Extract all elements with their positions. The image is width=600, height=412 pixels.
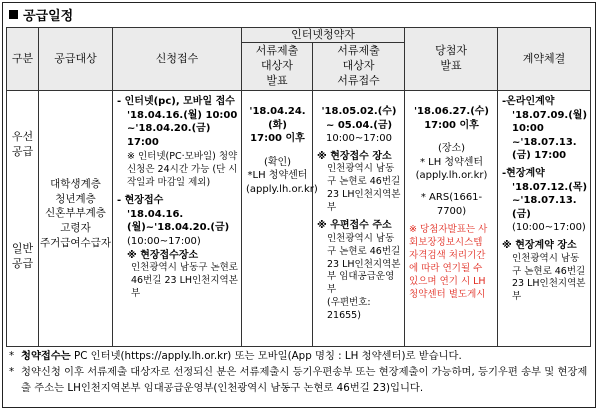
section-heading [9, 5, 73, 24]
contract-cell: -온라인계약 '18.07.09.(월) 10:00 ~'18.07.13.(금) 17:00 -현장계약 '18.07.12.(목) ~'18.07.13.(금) (10:00~17:00) ※ 현장계약 장소 인천광역시 남동구 논현로 46번길 23 LH인천지역본부 [498, 91, 591, 347]
header-doc-announce: 서류제출 대상자 발표 [242, 43, 313, 91]
footnotes [9, 349, 589, 397]
division-general: 일반 공급 [11, 242, 34, 271]
header-apply: 신청접수 [113, 28, 242, 91]
target-cell [39, 91, 113, 347]
target-list: 대학생계층 청년계층 신혼부부계층 고령자 주거급여수급자 [39, 178, 111, 249]
doc-announce-cell: '18.04.24.(화) 17:00 이후 (확인) *LH 청약센터 (apply.lh.or.kr) [242, 91, 313, 347]
winner-warning: ※ 당첨자발표는 사회보장정보시스템 자격검색 처리기간에 따라 연기될 수 있으며 연기 시 LH 청약센터 별도게시 [409, 224, 488, 300]
square-bullet-icon [9, 10, 18, 19]
division-priority: 우선 공급 [11, 130, 34, 159]
header-internet-group: 인터넷청약자 [242, 28, 405, 43]
heading-text: 공급일정 [23, 9, 74, 24]
division-cell [7, 91, 39, 347]
header-division: 구분 [7, 28, 39, 91]
footnote-2: * 청약신청 이후 서류제출 대상자로 선정되신 분은 서류제출시 등기우편송부 또는 현장제출이 가능하며, 등기우편 송부 및 현장제출 주소는 LH인천지역본부 임대공급운영부(인천광역시 남동구 논현로 46번길 23)입니다. [9, 365, 588, 394]
apply-internet: - 인터넷(pc), 모바일 접수 '18.04.16.(월) 10:00 ~'18.04.20.(금) 17:00 ※ 인터넷(PC·모바일) 청약신청은 24시간 가능 (단 시작일과 마감일 제외) - 현장접수 '18.04.16.(월)~'18.04.20.(금) (10:00~17:00) ※ 현장접수장소 인천광역시 남동구 논현로 46번길 23 LH인천지역본부 [117, 96, 238, 299]
supply-schedule-table [6, 27, 591, 347]
footnote-1: * 청약접수는 PC 인터넷(https://apply.lh.or.kr) 또는 모바일(App 명칭 : LH 청약센터)로 받습니다. [9, 350, 462, 362]
header-doc-submit: 서류제출 대상자 서류접수 [313, 43, 405, 91]
header-contract: 계약체결 [498, 28, 591, 91]
header-winner: 당첨자 발표 [405, 28, 498, 91]
header-target: 공급대상 [39, 28, 113, 91]
winner-cell: '18.06.27.(수) 17:00 이후 (장소) * LH 청약센터 (apply.lh.or.kr) * ARS(1661-7700) ※ 당첨자발표는 사회보장정보시스템 자격검색 처리기간에 따라 연기될 수 있으며 연기 시 LH 청약센터 별도게시 [405, 91, 498, 347]
apply-cell [113, 91, 242, 347]
doc-submit-cell: '18.05.02.(수) ~ 05.04.(금) 10:00~17:00 ※ 현장접수 장소 인천광역시 남동구 논현로 46번길 23 LH인천지역본부 ※ 우편접수 주소 인천광역시 남동구 논현로 46번길 23 LH인천지역본부 임대공급운영부 (우편번호: 21655) [313, 91, 405, 347]
